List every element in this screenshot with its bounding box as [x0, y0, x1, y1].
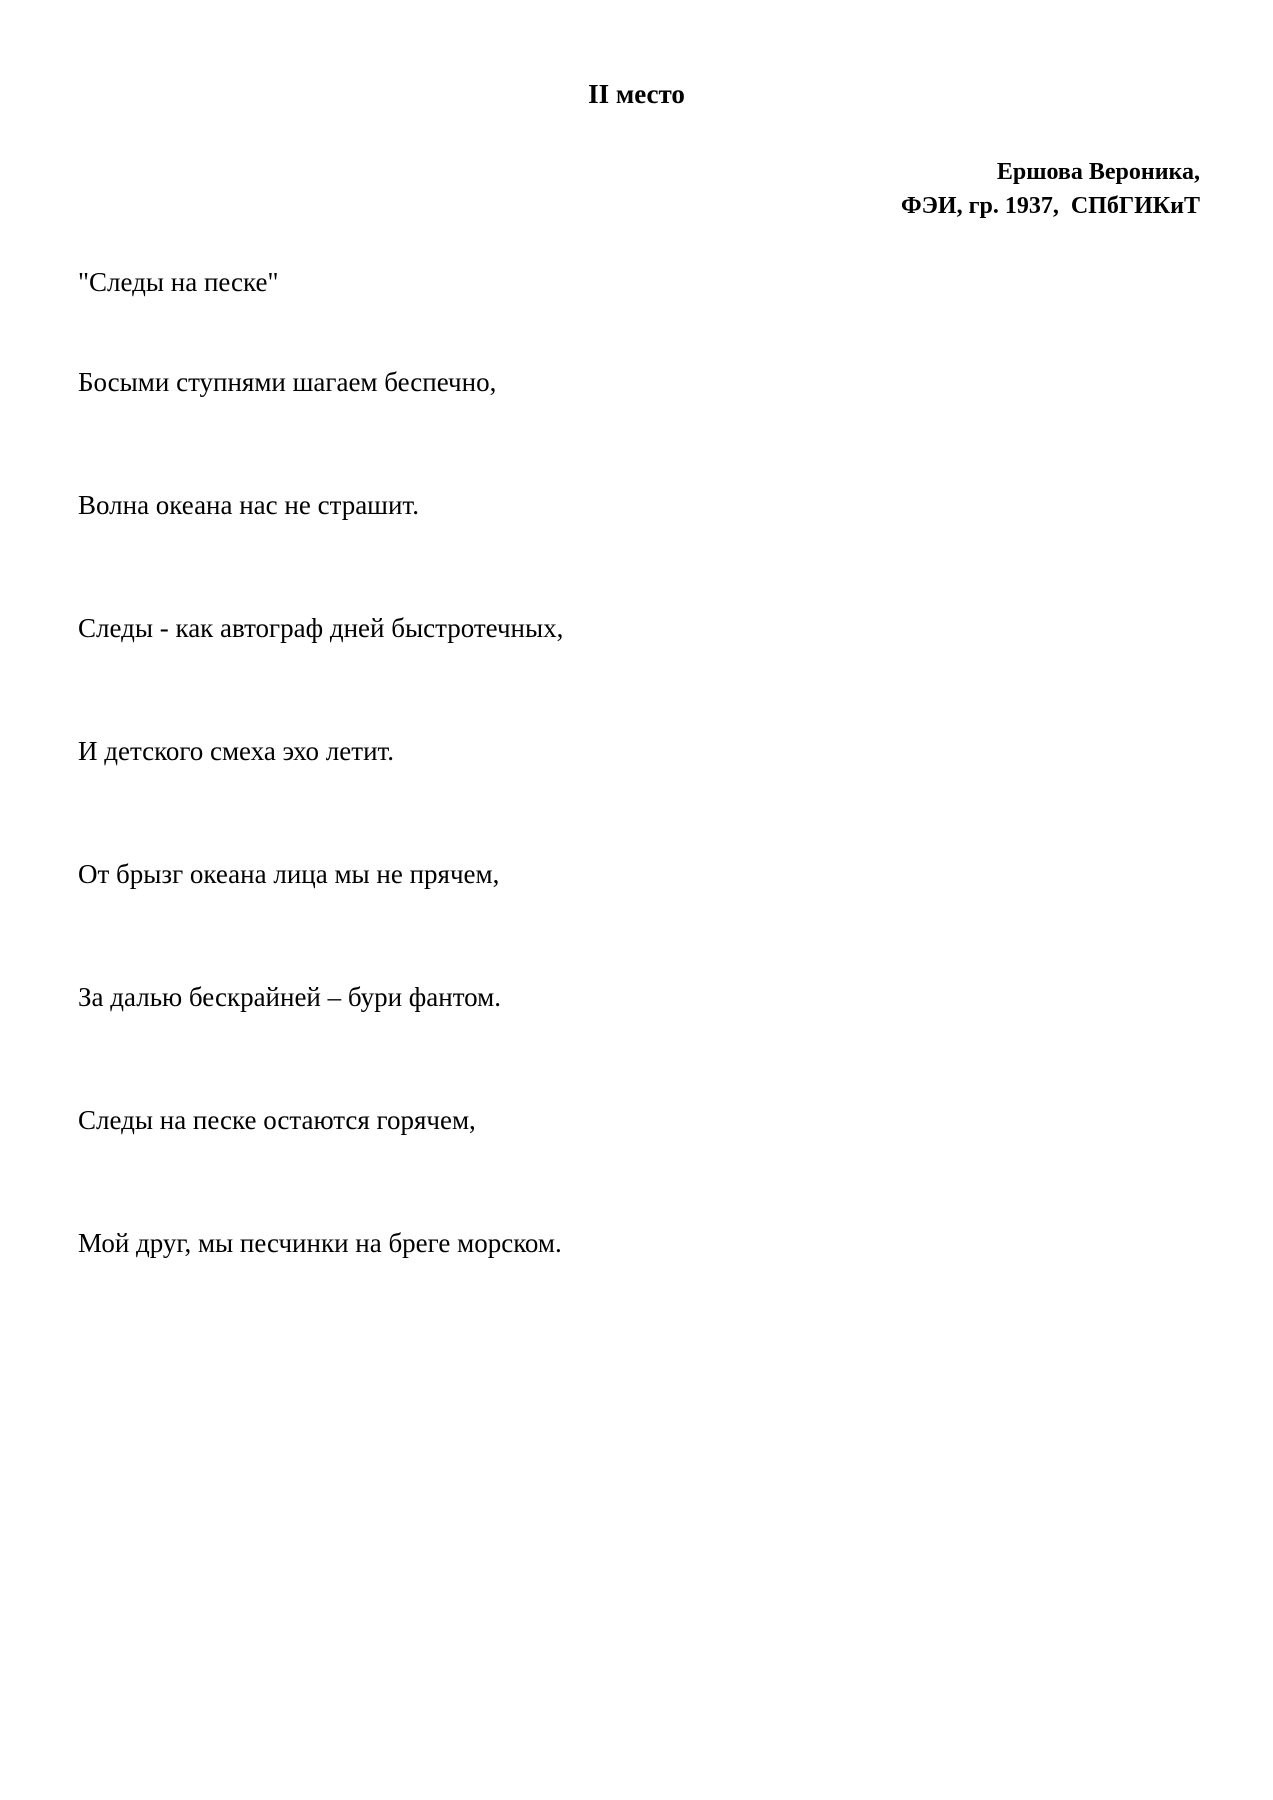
- poem-line: От брызг океана лица мы не прячем,: [78, 859, 500, 889]
- poem-line: Босыми ступнями шагаем беспечно,: [78, 367, 497, 397]
- author-affiliation: ФЭИ, гр. 1937, СПбГИКиТ: [901, 193, 1200, 219]
- poem-line: За далью бескрайней – бури фантом.: [78, 982, 501, 1012]
- poem-line: Волна океана нас не страшит.: [78, 490, 419, 520]
- poem-title: "Следы на песке": [78, 267, 279, 297]
- author-block: [901, 155, 1200, 223]
- poem-line: Следы на песке остаются горячем,: [78, 1105, 476, 1135]
- poem-line: Мой друг, мы песчинки на бреге морском.: [78, 1228, 562, 1258]
- author-name: Ершова Вероника,: [996, 159, 1200, 185]
- poem-line: И детского смеха эхо летит.: [78, 736, 395, 766]
- poem-line: Следы - как автограф дней быстротечных,: [78, 613, 564, 643]
- poem-lines: [78, 365, 563, 1349]
- place-heading: II место: [588, 79, 685, 109]
